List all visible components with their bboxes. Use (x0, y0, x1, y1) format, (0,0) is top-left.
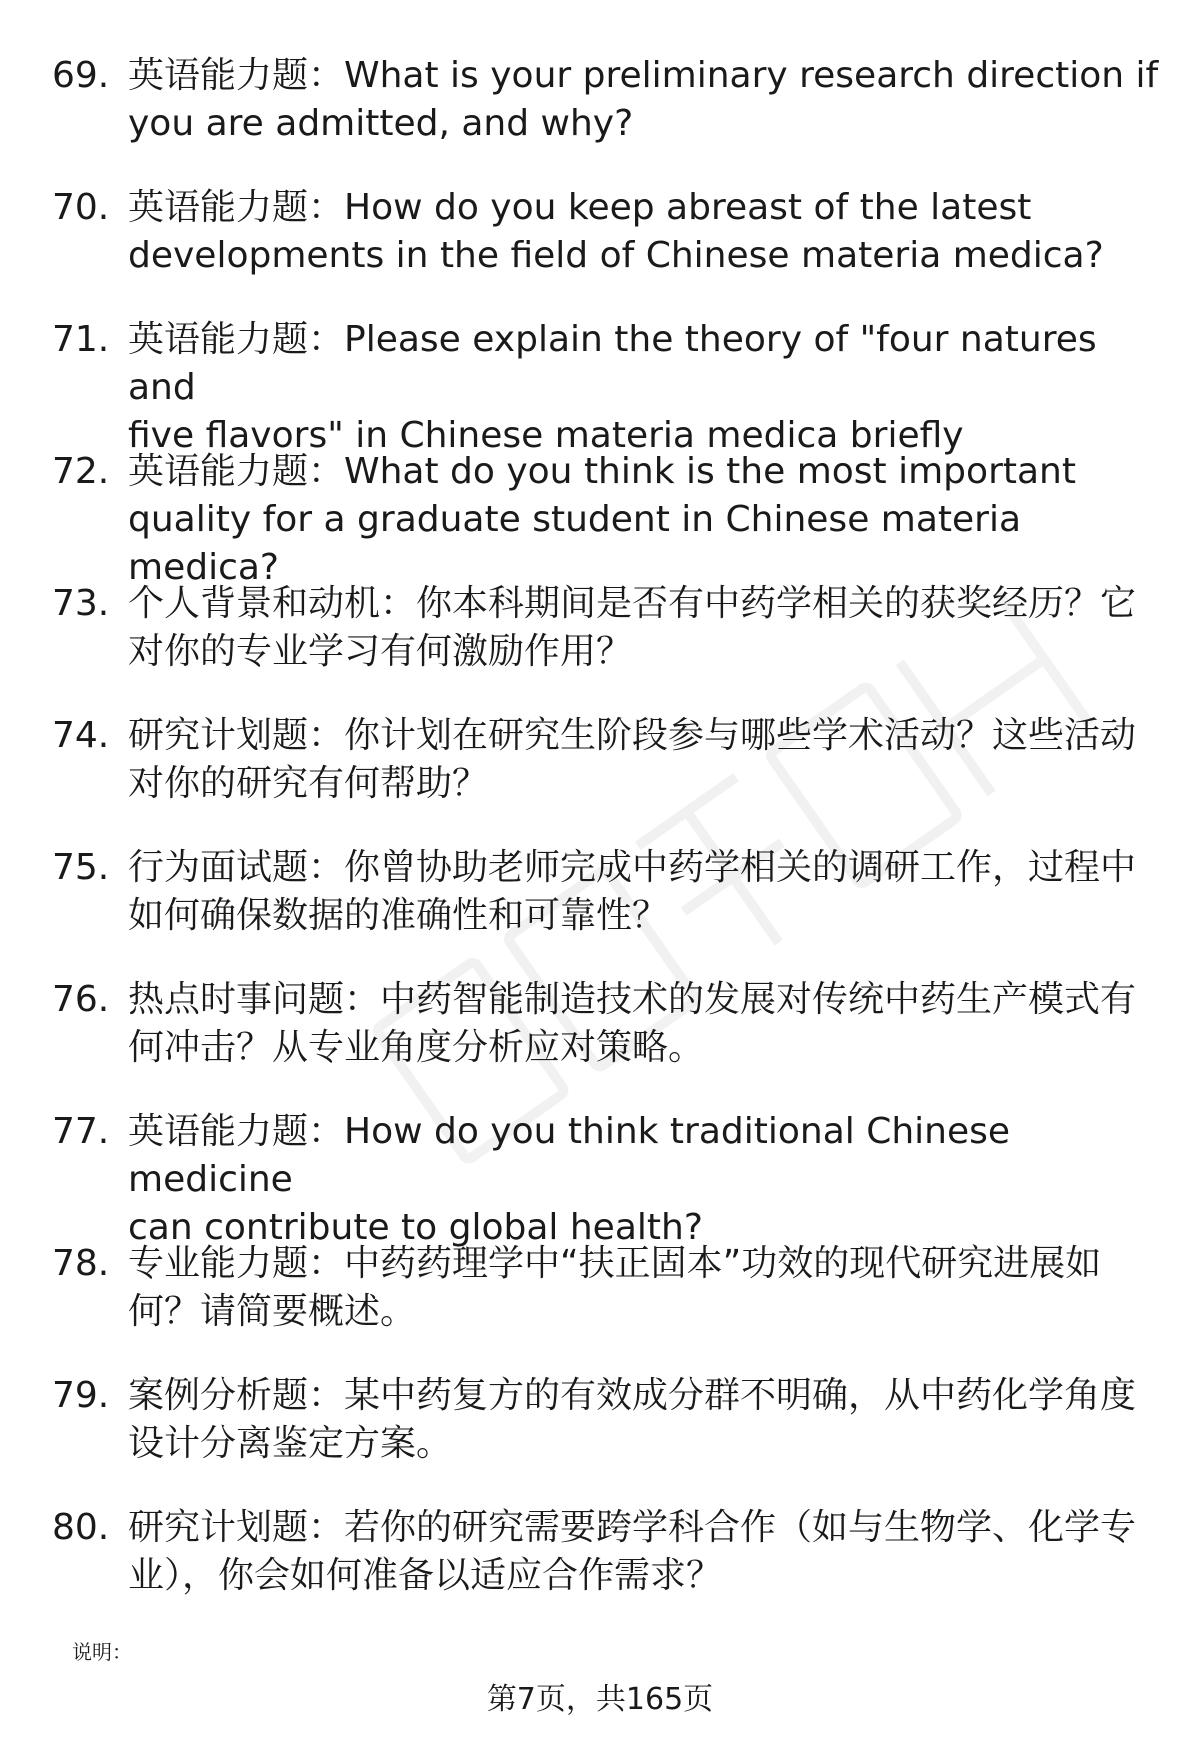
question-number: 71. (52, 319, 110, 360)
question-text-line: developments in the field of Chinese materia medica? (128, 235, 1104, 276)
question-item (0, 1108, 1200, 1248)
question-text-line: 研究计划题：若你的研究需要跨学科合作（如与生物学、化学专 (128, 1507, 1137, 1548)
question-text (128, 316, 1173, 460)
question-item (0, 976, 1200, 1108)
question-text-line: 热点时事问题：中药智能制造技术的发展对传统中药生产模式有 (128, 979, 1137, 1020)
question-text (128, 712, 1173, 808)
question-text-line: 对你的研究有何帮助？ (128, 763, 489, 804)
question-text-line: five flavors" in Chinese materia medica briefly (128, 415, 964, 456)
question-number: 75. (52, 847, 110, 888)
question-text-line: 业），你会如何准备以适应合作需求？ (128, 1555, 723, 1596)
question-number: 69. (52, 55, 110, 96)
question-text (128, 1372, 1173, 1468)
question-number: 73. (52, 583, 110, 624)
question-number: 72. (52, 451, 110, 492)
question-number: 78. (52, 1243, 110, 1284)
question-text-line: 专业能力题：中药药理学中“扶正固本”功效的现代研究进展如 (128, 1243, 1102, 1284)
question-item (0, 316, 1200, 456)
question-item (0, 1240, 1200, 1372)
question-text (128, 844, 1173, 940)
question-item (0, 52, 1200, 184)
question-item (0, 1504, 1200, 1636)
question-text (128, 1240, 1173, 1336)
question-item (0, 448, 1200, 588)
question-text-line: 何？请简要概述。 (128, 1291, 417, 1332)
note-label: 说明： (72, 1640, 132, 1664)
question-item (0, 580, 1200, 712)
question-text-line: 研究计划题：你计划在研究生阶段参与哪些学术活动？这些活动 (128, 715, 1137, 756)
question-text (128, 976, 1173, 1072)
question-text-line: 何冲击？从专业角度分析应对策略。 (128, 1027, 705, 1068)
question-number: 76. (52, 979, 110, 1020)
question-text-line: can contribute to global health? (128, 1207, 703, 1248)
question-text (128, 1504, 1173, 1600)
question-text-line: you are admitted, and why? (128, 103, 634, 144)
question-text-line: 行为面试题：你曾协助老师完成中药学相关的调研工作，过程中 (128, 847, 1137, 888)
question-text (128, 448, 1173, 592)
question-item (0, 184, 1200, 316)
question-text (128, 52, 1173, 148)
question-item (0, 844, 1200, 976)
question-number: 74. (52, 715, 110, 756)
question-number: 77. (52, 1111, 110, 1152)
question-number: 79. (52, 1375, 110, 1416)
question-item (0, 712, 1200, 844)
question-text-line: 英语能力题：What is your preliminary research direction if (128, 55, 1159, 96)
page-footer: 第7页，共165页 (486, 1682, 714, 1717)
question-list (0, 52, 1200, 1636)
question-text-line: 英语能力题：How do you think traditional Chinese medicine (128, 1111, 1011, 1200)
question-text-line: 个人背景和动机：你本科期间是否有中药学相关的获奖经历？它 (128, 583, 1137, 624)
question-text-line: 英语能力题：Please explain the theory of "four natures and (128, 319, 1097, 408)
question-text-line: 设计分离鉴定方案。 (128, 1423, 453, 1464)
question-text-line: quality for a graduate student in Chinese materia medica? (128, 499, 1022, 588)
question-number: 70. (52, 187, 110, 228)
question-text-line: 案例分析题：某中药复方的有效成分群不明确，从中药化学角度 (128, 1375, 1137, 1416)
question-text-line: 英语能力题：What do you think is the most important (128, 451, 1076, 492)
question-number: 80. (52, 1507, 110, 1548)
question-text (128, 184, 1173, 280)
question-text-line: 如何确保数据的准确性和可靠性？ (128, 895, 669, 936)
question-text-line: 英语能力题：How do you keep abreast of the latest (128, 187, 1032, 228)
question-text (128, 580, 1173, 676)
question-text (128, 1108, 1173, 1252)
question-text-line: 对你的专业学习有何激励作用？ (128, 631, 633, 672)
question-item (0, 1372, 1200, 1504)
